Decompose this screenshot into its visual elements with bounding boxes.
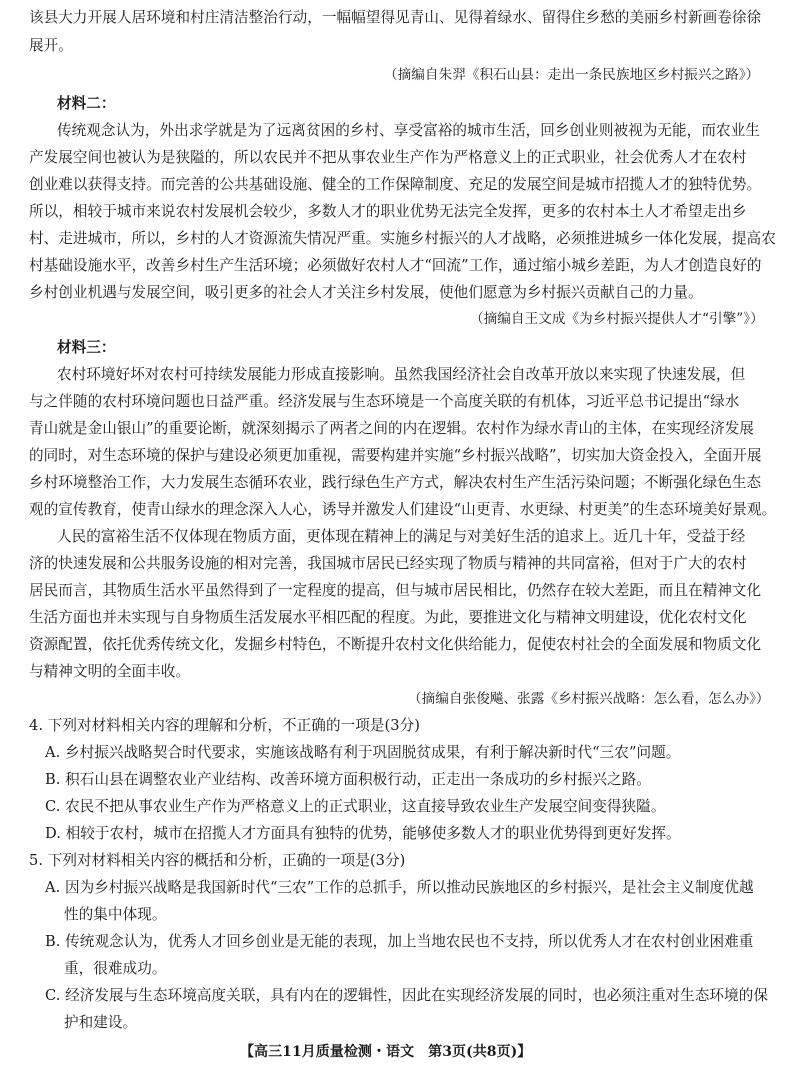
material2-line: 村、走进城市，所以，乡村的人才资源流失情况严重。实施乡村振兴的人才战略，必须推进城乡一体化发展，提高农 bbox=[29, 230, 776, 247]
question-5-option-c-cont: 护和建设。 bbox=[64, 1014, 138, 1031]
material2-line: 传统观念认为，外出求学就是为了远离贫困的乡村、享受富裕的城市生活，回乡创业则被视为无能，而农业生 bbox=[57, 122, 760, 139]
material2-source: （摘编自王文成《为乡村振兴提供人才“引擎”》） bbox=[470, 311, 764, 327]
material2-line: 创业难以获得支持。而完善的公共基础设施、健全的工作保障制度、充足的发展空间是城市招揽人才的独特优势。 bbox=[29, 176, 762, 193]
material3-line: 济的快速发展和公共服务设施的相对完善，我国城市居民已经实现了物质与精神的共同富裕，但对于广大的农村 bbox=[29, 555, 747, 572]
material3-heading: 材料三： bbox=[57, 339, 116, 356]
material2-line: 所以，相较于城市来说农村发展机会较少，多数人才的职业优势无法完全发挥，更多的农村本土人才希望走出乡 bbox=[29, 203, 747, 220]
material3-line: 乡村环境整治工作，大力发展生态循环农业，践行绿色生产方式，解决农村生产生活污染问题；不断强化绿色生态 bbox=[29, 474, 762, 491]
material3-line: 与之伴随的农村环境问题也日益严重。经济发展与生态环境是一个高度关联的有机体，习近平总书记提出“绿水 bbox=[29, 393, 740, 410]
question-5-option-c: C. 经济发展与生态环境高度关联，具有内在的逻辑性，因此在实现经济发展的同时，也必须注重对生态环境的保 bbox=[45, 987, 768, 1004]
question-4-option-a: A. 乡村振兴战略契合时代要求，实施该战略有利于巩固脱贫成果，有利于解决新时代“三农”问题。 bbox=[45, 744, 681, 761]
material3-line: 生活方面也并未实现与自身物质生活发展水平相匹配的程度。为此，要推进文化与精神文明建设，优化农村文化 bbox=[29, 609, 747, 626]
question-5-option-a-cont: 性的集中体现。 bbox=[64, 906, 167, 923]
material3-line: 观的宣传教育，使青山绿水的理念深入人心，诱导并激发人们建设“山更青、水更绿、村更美”的生态环境美好景观。 bbox=[29, 501, 777, 518]
material1-line: 展开。 bbox=[29, 37, 73, 54]
material3-line: 人民的富裕生活不仅体现在物质方面，更体现在精神上的满足与对美好生活的追求上。近几十年，受益于经 bbox=[57, 528, 746, 545]
question-4-option-d: D. 相较于农村，城市在招揽人才方面具有独特的优势，能够使多数人才的职业优势得到更好发挥。 bbox=[45, 825, 681, 842]
material2-line: 村基础设施水平，改善乡村生产生活环境；必须做好农村人才“回流”工作，通过缩小城乡差距，为人才创造良好的 bbox=[29, 257, 762, 274]
question-5-option-a: A. 因为乡村振兴战略是我国新时代“三农”工作的总抓手，所以推动民族地区的乡村振兴，是社会主义制度优越 bbox=[45, 879, 754, 896]
material3-line: 青山就是金山银山”的重要论断，就深刻揭示了两者之间的内在逻辑。农村作为绿水青山的主体，在实现经济发展 bbox=[29, 420, 755, 437]
question-4-stem: 4. 下列对材料相关内容的理解和分析，不正确的一项是(3分) bbox=[29, 717, 420, 734]
material3-line: 的同时，对生态环境的保护与建设必须更加重视，需要构建并实施“乡村振兴战略”，切实加大资金投入，全面开展 bbox=[29, 447, 762, 464]
material1-line: 该县大力开展人居环境和村庄清洁整治行动，一幅幅望得见青山、见得着绿水、留得住乡愁的美丽乡村新画卷徐徐 bbox=[29, 9, 762, 26]
material2-heading: 材料二： bbox=[57, 95, 116, 112]
material2-line: 产发展空间也被认为是狭隘的，所以农民并不把从事农业生产作为严格意义上的正式职业，社会优秀人才在农村 bbox=[29, 149, 747, 166]
material3-line: 资源配置，依托优秀传统文化，发掘乡村特色，不断提升农村文化供给能力，促使农村社会的全面发展和物质文化 bbox=[29, 636, 762, 653]
material1-source: （摘编自朱羿《积石山县：走出一条民族地区乡村振兴之路》） bbox=[384, 67, 760, 83]
material3-line: 与精神文明的全面丰收。 bbox=[29, 663, 191, 680]
question-5-stem: 5. 下列对材料相关内容的概括和分析，正确的一项是(3分) bbox=[29, 852, 406, 869]
question-5-option-b-cont: 重，很难成功。 bbox=[64, 960, 167, 977]
question-4-option-b: B. 积石山县在调整农业产业结构、改善环境方面积极行动，正走出一条成功的乡村振兴之路。 bbox=[45, 771, 651, 788]
material3-line: 居民而言，其物质生活水平虽然得到了一定程度的提高，但与城市居民相比，仍然存在较大差距，而且在精神文化 bbox=[29, 582, 762, 599]
material3-line: 农村环境好坏对农村可持续发展能力形成直接影响。虽然我国经济社会自改革开放以来实现了快速发展，但 bbox=[57, 366, 746, 383]
material3-source: （摘编自张俊飚、张露《乡村振兴战略：怎么看，怎么办》） bbox=[408, 691, 770, 707]
page-footer: 【高三11月质量检测・语文 第3页(共8页)】 bbox=[240, 1044, 532, 1060]
question-4-option-c: C. 农民不把从事农业生产作为严格意义上的正式职业，这直接导致农业生产发展空间变得狭隘。 bbox=[45, 798, 666, 815]
material2-line: 乡村创业机遇与发展空间，吸引更多的社会人才关注乡村发展，使他们愿意为乡村振兴贡献自己的力量。 bbox=[29, 284, 703, 301]
question-5-option-b: B. 传统观念认为，优秀人才回乡创业是无能的表现，加上当地农民也不支持，所以优秀人才在农村创业困难重 bbox=[45, 933, 754, 950]
